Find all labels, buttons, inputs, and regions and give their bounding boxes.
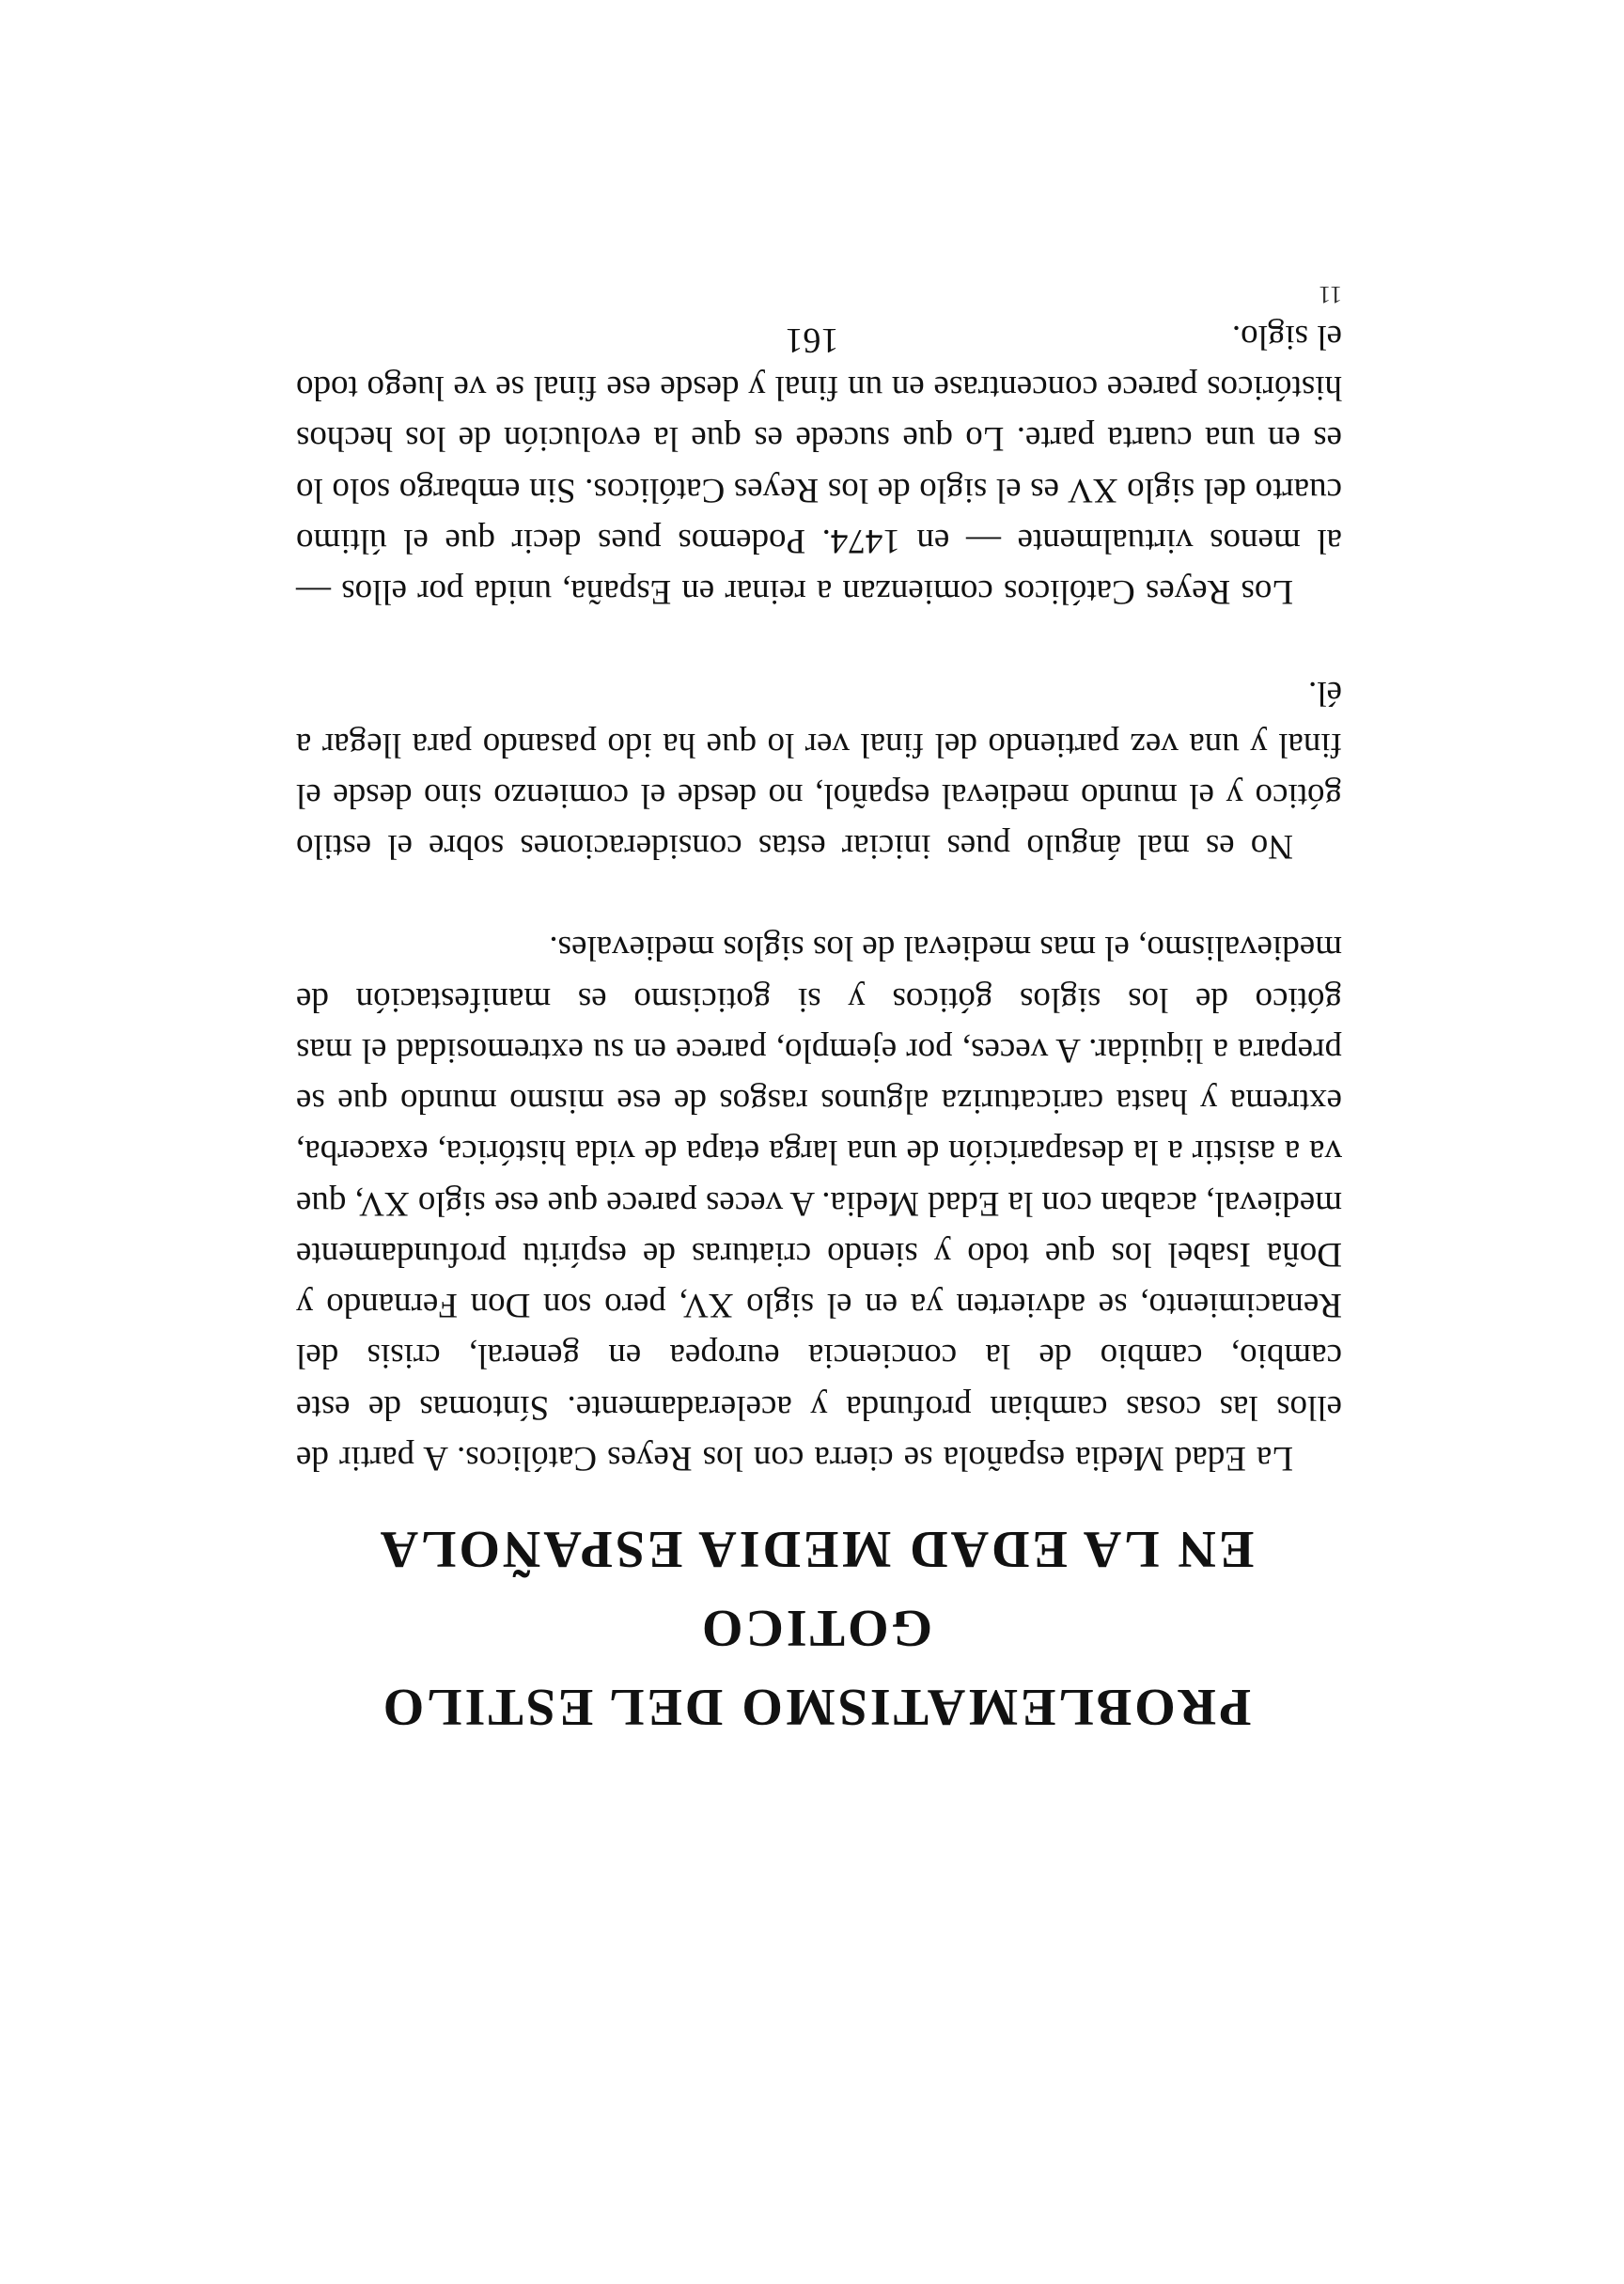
signature-mark: 11 (1318, 281, 1342, 308)
chapter-title-line-2: EN LA EDAD MEDIA ESPAÑOLA (377, 1520, 1255, 1578)
chapter-title (289, 1510, 1342, 1746)
body-text (296, 260, 1342, 1483)
paragraph-3: Los Reyes Católicos comienzan a reinar en España, unida por ellos — al menos virtualmente — en 1474. Podemos pues decir que el último cuarto del siglo XV es el siglo de los Reyes Católicos. Sin embargo solo lo es en una cuarta parte. Lo que sucede es que la evolución de los hechos históricos parece concentrase en un final y desde ese final se ve luego todo el siglo. (296, 318, 1342, 612)
paragraph-1: La Edad Media española se cierra con los Reyes Católicos. A partir de ellos las cosas cambian profunda y aceleradamente. Síntomas de este cambio, cambio de la conciencia europea en general, crisis del Renacimiento, se advierten ya en el siglo XV, pero son Don Fernando y Doña Isabel los que todo y siendo criaturas de espíritu profundamente medieval, acaban con la Edad Media. A veces parece que ese siglo XV, que va a asistir a la desaparición de una larga etapa de vida histórica, exacerba, extrema y hasta caricaturiza algunos rasgos de ese mismo mundo que se prepara a liquidar. A veces, por ejemplo, parece en su extremosidad el mas gótico de los siglos góticos y si goticismo es manifestación de medievalismo, el mas medieval de los siglos medievales. (296, 929, 1342, 1478)
page-number: 161 (785, 321, 839, 360)
chapter-title-line-1: PROBLEMATISMO DEL ESTILO GOTICO (380, 1599, 1252, 1736)
paragraph-2: No es mal ángulo pues iniciar estas consideraciones sobre el estilo gótico y el mundo medieval español, no desde el comienzo sino desde el final y una vez partiendo del final ver lo que ha ido pasando para llegar a él. (296, 674, 1342, 867)
